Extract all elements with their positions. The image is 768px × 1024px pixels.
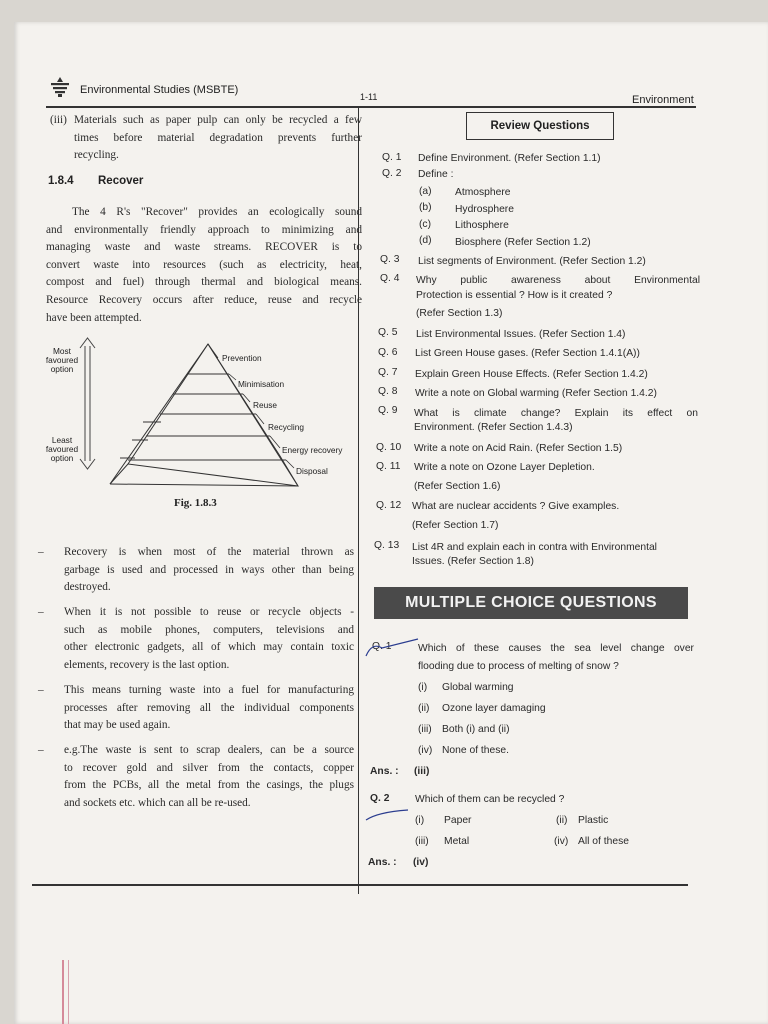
question-number: Q. 10	[376, 442, 402, 453]
text-line: that may be used again.	[64, 719, 171, 732]
question-text: List 4R and explain each in contra with Environmental	[412, 542, 657, 553]
mcq-number: Q. 1	[372, 641, 392, 652]
text-line: managing waste and waste streams. RECOVER is to	[46, 241, 362, 254]
question-number: Q. 12	[376, 500, 402, 511]
define-item-value: Biosphere (Refer Section 1.2)	[455, 237, 591, 248]
option-value: Paper	[444, 815, 472, 826]
most-favoured-label: option	[50, 364, 74, 374]
text-line: to recover gold and silver from the contacts, copper	[64, 761, 354, 774]
question-text: (Refer Section 1.6)	[414, 481, 501, 492]
define-item-key: (d)	[419, 235, 432, 246]
text-line: Resource Recovery occurs after reduce, reuse and recycle	[46, 293, 362, 306]
define-item-value: Hydrosphere	[455, 204, 514, 215]
header-chapter: Environment	[632, 94, 694, 106]
least-favoured-label: favoured	[45, 444, 79, 454]
footer-rule	[32, 884, 688, 886]
text-line: When it is not possible to reuse or recycle objects -	[64, 606, 354, 618]
option-value: Metal	[444, 836, 470, 847]
level-minimisation: Minimisation	[238, 379, 285, 389]
pen-mark	[364, 808, 414, 824]
figure-caption: Fig. 1.8.3	[174, 497, 217, 509]
question-text: Write a note on Acid Rain. (Refer Section 1.5)	[414, 443, 623, 454]
least-favoured-label: Least	[51, 435, 73, 445]
text-line: destroyed.	[64, 581, 111, 594]
option-value: All of these	[578, 836, 629, 847]
option-value: Both (i) and (ii)	[442, 724, 510, 735]
margin-line	[68, 960, 69, 1024]
level-disposal: Disposal	[296, 466, 328, 476]
text-line: and sockets etc. which can all be re-used.	[64, 796, 251, 809]
question-number: Q. 8	[378, 386, 398, 397]
header-page-number: 1-11	[360, 92, 378, 102]
option-key: (iv)	[418, 745, 433, 756]
publisher-logo-icon	[48, 76, 72, 98]
option-key: (ii)	[556, 815, 568, 826]
least-favoured-label: option	[50, 453, 74, 463]
question-text: Why public awareness about Environmental	[416, 275, 700, 286]
question-number: Q. 3	[380, 254, 400, 265]
bullet-dash: –	[38, 546, 44, 558]
bullet-dash: –	[38, 606, 44, 618]
question-text: What is climate change? Explain its effect on	[414, 408, 698, 419]
option-value: Ozone layer damaging	[442, 703, 546, 714]
bullet-dash: –	[38, 684, 44, 696]
text-line: The 4 R's "Recover" provides an ecologically sound	[72, 206, 362, 218]
question-text: Write a note on Ozone Layer Depletion.	[414, 462, 595, 473]
question-text: List Green House gases. (Refer Section 1.4.1(A))	[415, 348, 640, 359]
text-line: such as mobile phones, computers, televisions and	[64, 623, 354, 636]
question-text: What are nuclear accidents ? Give examples.	[412, 501, 620, 512]
question-text: (Refer Section 1.3)	[416, 308, 503, 319]
review-questions-heading: Review Questions	[466, 112, 614, 140]
level-recycling: Recycling	[268, 422, 304, 432]
text-line: garbage is used and processed in ways other than being	[64, 563, 354, 576]
question-text: Environment. (Refer Section 1.4.3)	[414, 422, 573, 433]
bullet-item	[38, 742, 362, 820]
question-number: Q. 4	[380, 273, 400, 284]
question-number: Q. 11	[376, 461, 401, 472]
section-title: Recover	[98, 175, 144, 187]
text-line: from the PCBs, all the metal from the casings, the plugs	[64, 779, 354, 792]
waste-hierarchy-pyramid	[40, 336, 360, 496]
preference-double-arrow	[80, 338, 95, 469]
text-line: Materials such as paper pulp can only be recycled a few	[74, 114, 362, 126]
question-text: Write a note on Global warming (Refer Section 1.4.2)	[415, 388, 657, 399]
question-text: (Refer Section 1.7)	[412, 520, 499, 531]
option-key: (i)	[418, 682, 428, 693]
text-line: and environmentally friendly approach to minimizing and	[46, 223, 362, 236]
recovery-bullets	[38, 544, 362, 820]
text-line: e.g.The waste is sent to scrap dealers, can be a source	[64, 744, 354, 756]
question-number: Q. 7	[378, 367, 398, 378]
margin-line	[62, 960, 64, 1024]
text-line: compost and fuel) through thermal and biological means.	[46, 276, 362, 289]
mcq-text: Which of them can be recycled ?	[415, 794, 565, 805]
question-text: List Environmental Issues. (Refer Section 1.4)	[416, 329, 626, 340]
level-energy-recovery: Energy recovery	[282, 445, 343, 455]
text-line: other electronic gadgets, all of which may contain toxic	[64, 641, 354, 654]
option-key: (iv)	[554, 836, 569, 847]
level-prevention: Prevention	[222, 353, 262, 363]
question-text: List segments of Environment. (Refer Section 1.2)	[418, 256, 646, 267]
option-key: (iii)	[415, 836, 429, 847]
text-line: elements, recovery is the last option.	[64, 658, 230, 671]
most-favoured-label: Most	[53, 346, 71, 356]
bullet-dash: –	[38, 744, 44, 756]
mcq-heading: MULTIPLE CHOICE QUESTIONS	[374, 587, 688, 619]
bullet-item	[38, 604, 362, 682]
define-item-value: Lithosphere	[455, 220, 509, 231]
level-reuse: Reuse	[253, 400, 277, 410]
option-value: Plastic	[578, 815, 609, 826]
define-item-key: (b)	[419, 202, 432, 213]
option-value: Global warming	[442, 682, 514, 693]
question-text: Define :	[418, 169, 454, 180]
pyramid-shape	[110, 344, 298, 486]
option-value: None of these.	[442, 745, 509, 756]
header-book-title: Environmental Studies (MSBTE)	[80, 84, 239, 96]
answer-label: Ans. :	[370, 766, 399, 777]
answer-value: (iv)	[413, 857, 429, 868]
define-item-value: Atmosphere	[455, 187, 511, 198]
option-key: (ii)	[418, 703, 430, 714]
question-number: Q. 13	[374, 540, 400, 551]
item-iii-text	[74, 112, 362, 165]
define-item-key: (a)	[419, 186, 432, 197]
bullet-item	[38, 682, 362, 742]
option-key: (iii)	[418, 724, 432, 735]
question-text: Issues. (Refer Section 1.8)	[412, 556, 534, 567]
question-text: Protection is essential ? How is it created ?	[416, 290, 613, 301]
question-number: Q. 2	[382, 168, 402, 179]
text-line: times before material degradation prevents further	[74, 131, 362, 144]
text-line: processes after removing all the individual components	[64, 701, 354, 714]
option-key: (i)	[415, 815, 425, 826]
text-line: convert waste into resources (such as electricity, heat,	[46, 258, 362, 271]
item-iii-label: (iii)	[50, 114, 67, 126]
question-number: Q. 1	[382, 152, 402, 163]
question-number: Q. 6	[378, 347, 398, 358]
header-rule	[46, 106, 696, 108]
answer-value: (iii)	[414, 766, 430, 777]
mcq-text: Which of these causes the sea level change over	[418, 643, 694, 654]
text-line: have been attempted.	[46, 311, 142, 324]
section-number: 1.8.4	[48, 175, 74, 187]
question-text: Define Environment. (Refer Section 1.1)	[418, 153, 601, 164]
text-line: This means turning waste into a fuel for manufacturing	[64, 684, 354, 696]
most-favoured-label: favoured	[45, 355, 79, 365]
question-text: Explain Green House Effects. (Refer Section 1.4.2)	[415, 369, 648, 380]
question-number: Q. 9	[378, 405, 398, 416]
answer-label: Ans. :	[368, 857, 397, 868]
mcq-number: Q. 2	[370, 793, 390, 804]
pen-strike-mark	[362, 636, 422, 660]
text-line: recycling.	[74, 149, 119, 162]
mcq-text: flooding due to process of melting of snow ?	[418, 661, 619, 672]
question-number: Q. 5	[378, 327, 398, 338]
text-line: Recovery is when most of the material thrown as	[64, 546, 354, 558]
bullet-item	[38, 544, 362, 604]
recover-paragraph	[46, 204, 362, 327]
define-item-key: (c)	[419, 219, 432, 230]
